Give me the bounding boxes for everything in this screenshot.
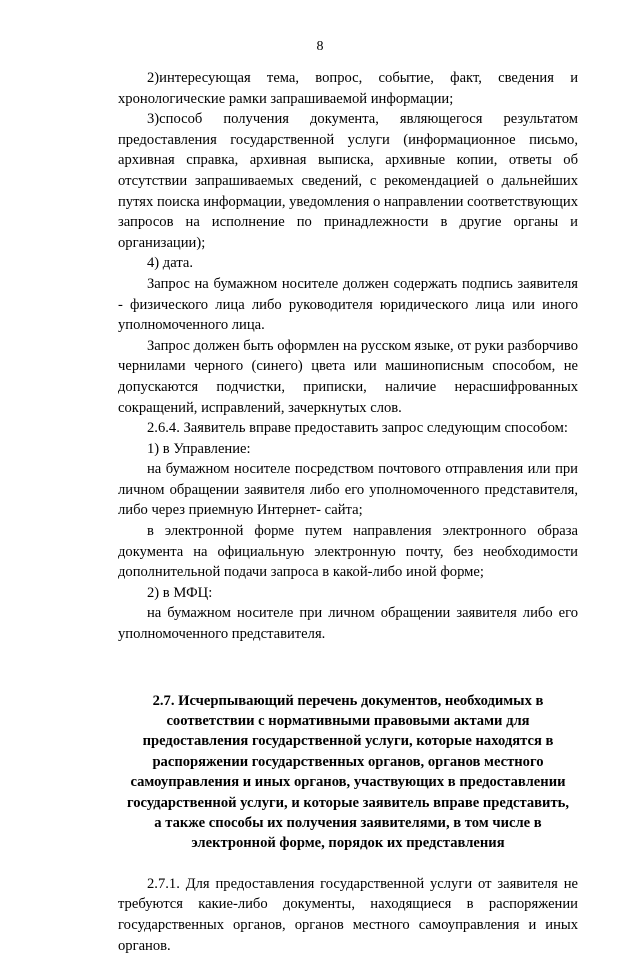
paragraph: на бумажном носителе при личном обращении заявителя либо его уполномоченного представителя. — [118, 605, 578, 643]
paragraph: Запрос на бумажном носителе должен содержать подпись заявителя - физического лица либо руководителя юридического лица или иного уполномоченного лица. — [118, 275, 578, 334]
paragraph: 2.7.1. Для предоставления государственной услуги от заявителя не требуются какие-либо документы, находящиеся в распоряжении государственных органов, органов местного самоуправления и иных органов. — [118, 875, 578, 954]
document-body — [118, 68, 578, 956]
paragraph: 2) в МФЦ: — [147, 584, 213, 601]
paragraph: на бумажном носителе посредством почтового отправления или при личном обращении заявителя либо его уполномоченного представителя, либо через приемную Интернет- сайта; — [118, 461, 578, 519]
paragraph: 4) дата. — [147, 255, 194, 272]
spacer — [118, 854, 578, 874]
section-heading: 2.7. Исчерпывающий перечень документов, необходимых в соответствии с нормативными правовыми актами для предоставления государственной услуги, которые находятся в распоряжении государственных органов, органов местного самоуправления и иных органов, участвующих в предоставлении государственной услуги, и которые заявитель вправе представить, а также способы их получения заявителями, в том числе в электронной форме, порядок их представления — [126, 692, 570, 852]
page-number: 8 — [316, 39, 324, 54]
paragraph: 1) в Управление: — [147, 440, 251, 457]
paragraph: 2)интересующая тема, вопрос, событие, факт, сведения и хронологические рамки запрашиваемой информации; — [118, 70, 578, 107]
paragraph: в электронной форме путем направления электронного образа документа на официальную электронную почту, без необходимости дополнительной подачи запроса в какой-либо иной форме; — [118, 523, 578, 581]
paragraph: 2.6.4. Заявитель вправе предоставить запрос следующим способом: — [147, 420, 568, 437]
paragraph: Запрос должен быть оформлен на русском языке, от руки разборчиво чернилами черного (синего) цвета или машинописным способом, не допускаются подчистки, приписки, наличие нерасшифрованных сокращений, исправлений, зачеркнутых слов. — [118, 337, 578, 416]
paragraph: 3)способ получения документа, являющегося результатом предоставления государственной услуги (информационное письмо, архивная справка, архивная выписка, архивные копии, ответы об отсутствии запрашиваемых сведений, с рекомендацией о дальнейших путях поиска информации, уведомления о направлении соответствующих запросов на исполнение по принадлежности в другие органы и организации); — [118, 111, 578, 251]
